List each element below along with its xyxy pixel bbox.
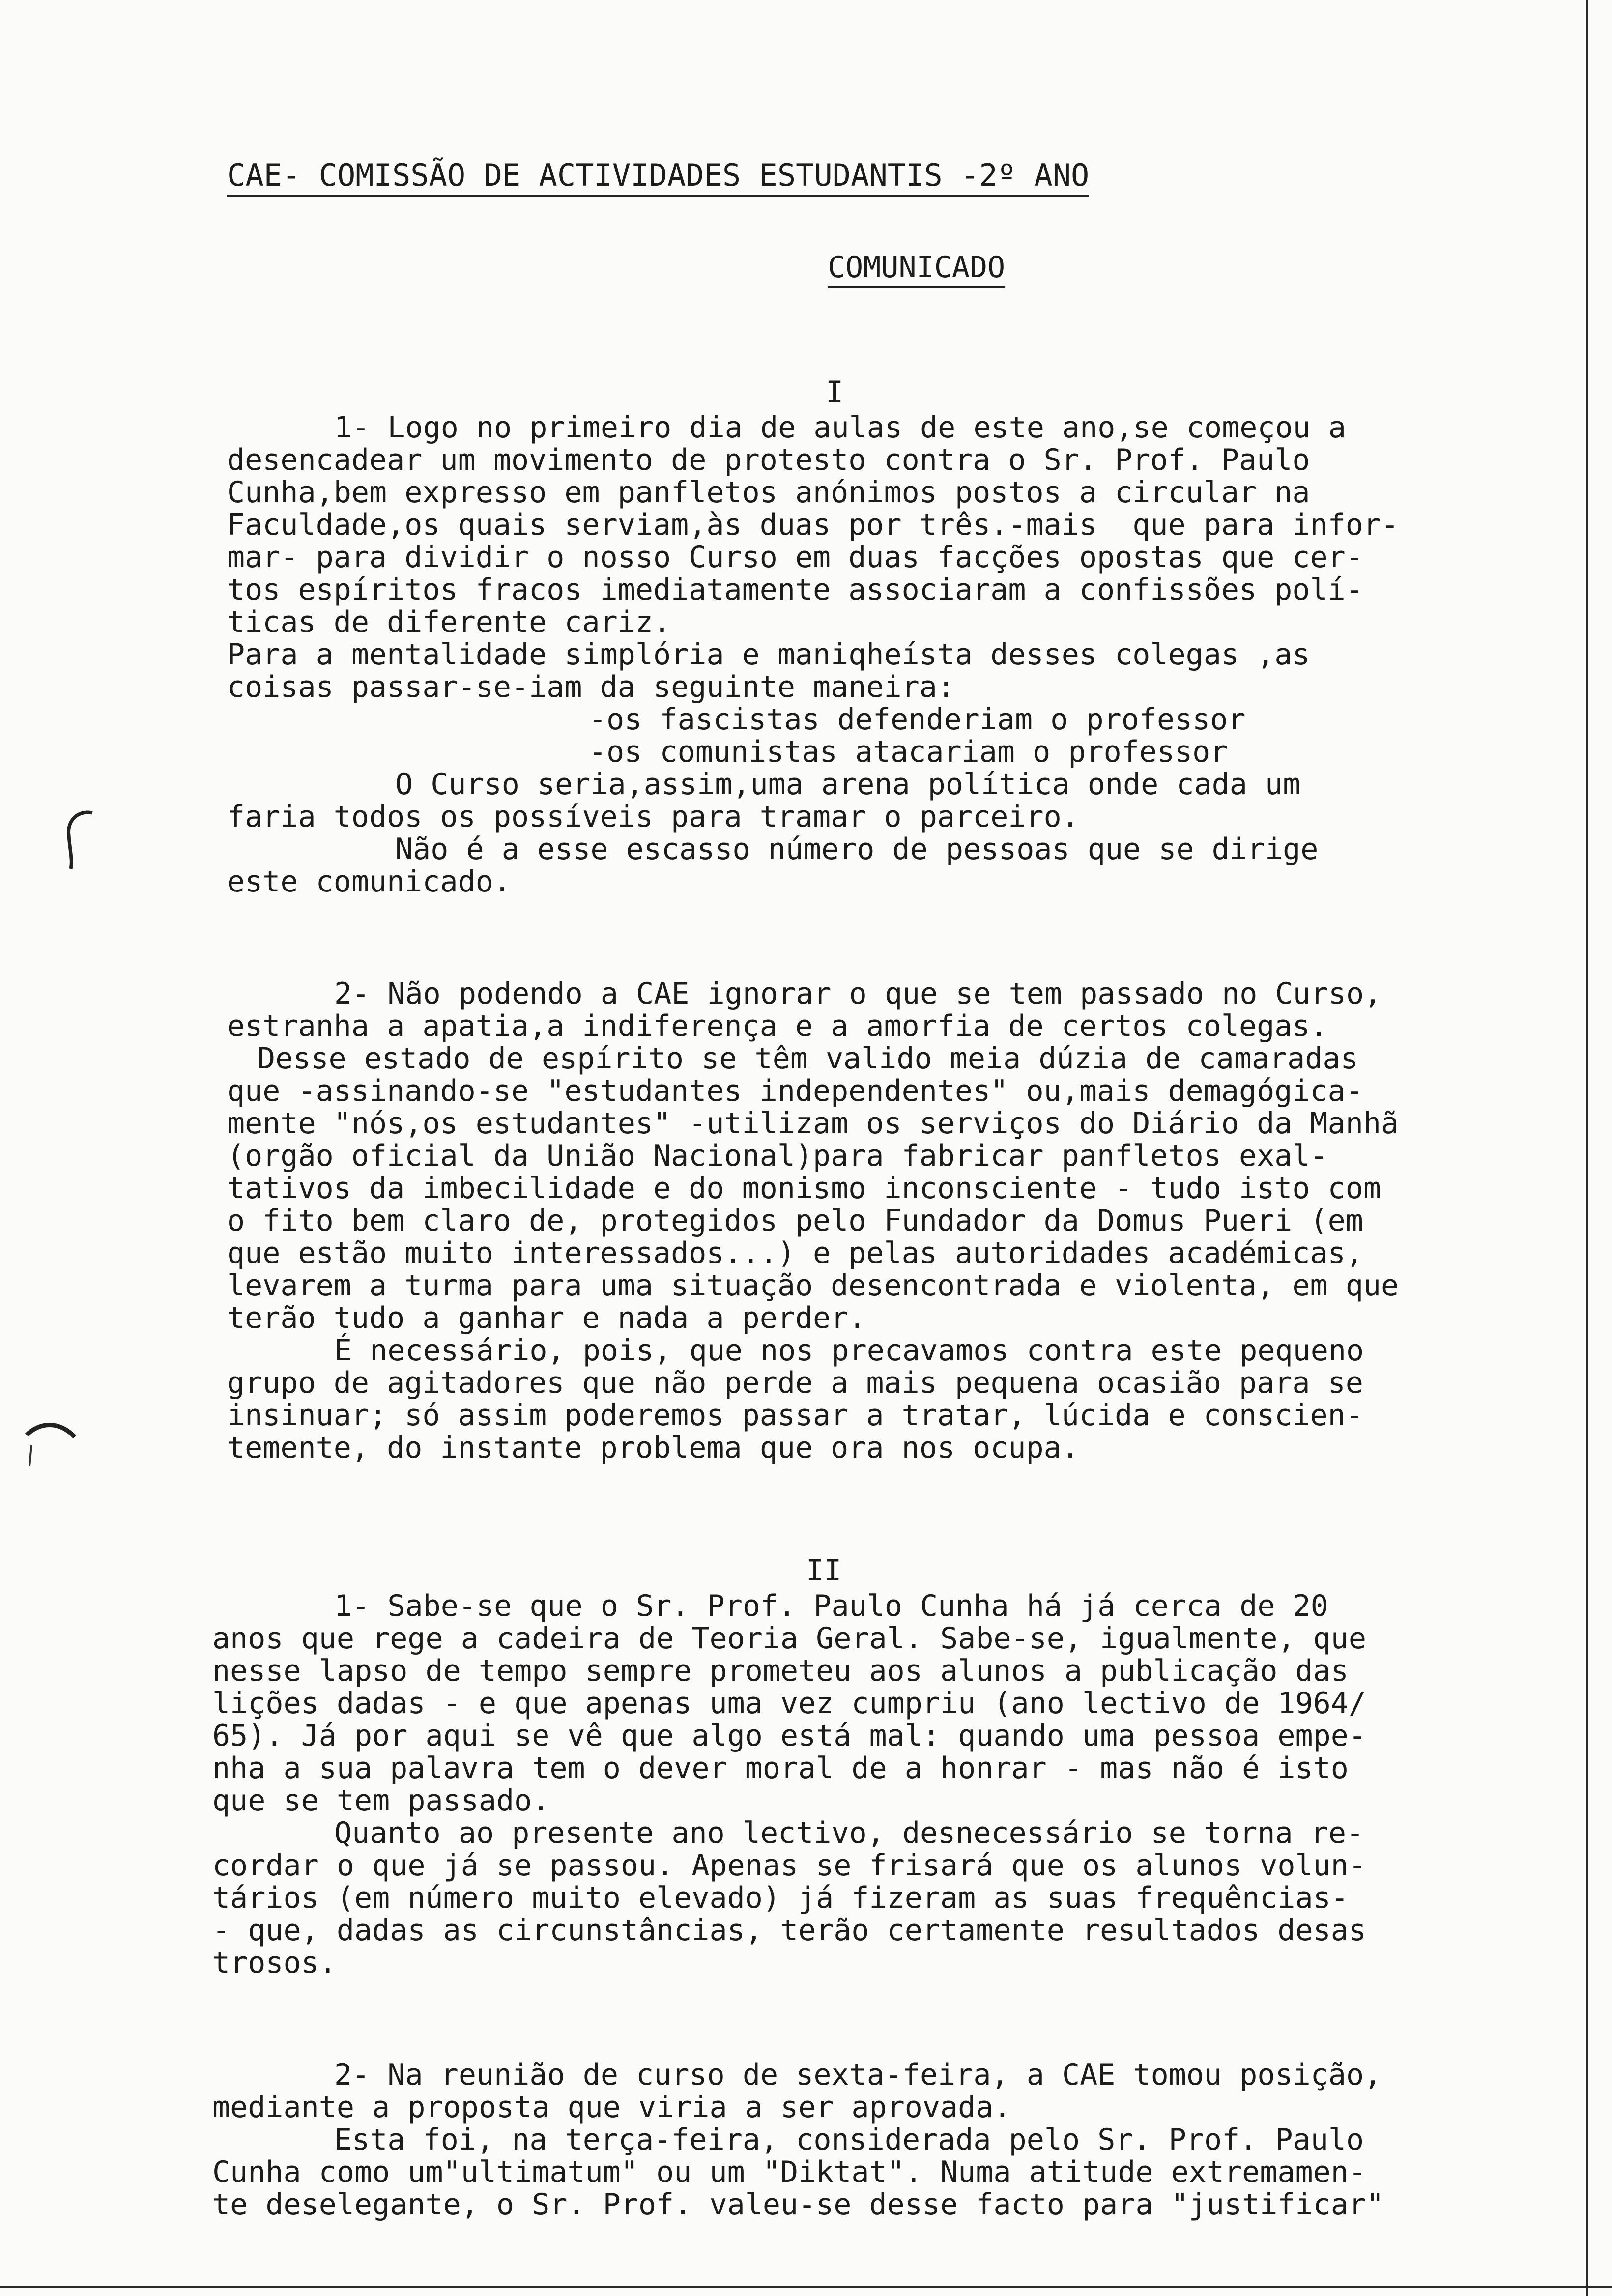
paragraph-line: mente "nós,os estudantes" -utilizam os serviços do Diário da Manhã	[227, 1106, 1399, 1141]
paragraph-line: te deselegante, o Sr. Prof. valeu-se desse facto para "justificar"	[212, 2187, 1384, 2222]
paragraph-line: O Curso seria,assim,uma arena política onde cada um	[395, 767, 1301, 802]
document-header: CAE- COMISSÃO DE ACTIVIDADES ESTUDANTIS -2º ANO	[227, 158, 1089, 197]
page-bottom-line	[0, 2286, 1612, 2288]
paragraph-line: estranha a apatia,a indiferença e a amorfia de certos colegas.	[227, 1009, 1328, 1043]
paragraph-line: temente, do instante problema que ora nos ocupa.	[227, 1431, 1079, 1465]
paragraph-line: Para a mentalidade simplória e maniqheísta desses colegas ,as	[227, 637, 1310, 672]
paragraph-line: tários (em número muito elevado) já fizeram as suas frequências-	[212, 1881, 1349, 1915]
paragraph-line: Esta foi, na terça-feira, considerada pelo Sr. Prof. Paulo	[334, 2123, 1364, 2157]
paragraph-line: nha a sua palavra tem o dever moral de a honrar - mas não é isto	[212, 1751, 1349, 1785]
paragraph-line: Cunha como um"ultimatum" ou um "Diktat". Numa atitude extremamen-	[212, 2155, 1366, 2189]
paragraph-line: - que, dadas as circunstâncias, terão certamente resultados desas	[212, 1913, 1366, 1948]
paragraph-line: 2- Na reunião de curso de sexta-feira, a CAE tomou posição,	[334, 2058, 1382, 2092]
paragraph-line: mediante a proposta que viria a ser aprovada.	[212, 2090, 1011, 2124]
list-item: -os comunistas atacariam o professor	[589, 735, 1228, 769]
paragraph-line: insinuar; só assim poderemos passar a tratar, lúcida e conscien-	[227, 1398, 1363, 1433]
paragraph-line: trosos.	[212, 1946, 337, 1980]
section-numeral-2: II	[806, 1553, 842, 1588]
paragraph-line: terão tudo a ganhar e nada a perder.	[227, 1301, 866, 1335]
paragraph-line: 2- Não podendo a CAE ignorar o que se tem passado no Curso,	[334, 976, 1382, 1011]
document-title: COMUNICADO	[828, 251, 1005, 288]
paragraph-line: que -assinando-se "estudantes independentes" ou,mais demagógica-	[227, 1074, 1363, 1108]
paragraph-line: tos espíritos fracos imediatamente associaram a confissões polí-	[227, 573, 1363, 607]
paragraph-line: mar- para dividir o nosso Curso em duas facções opostas que cer-	[227, 540, 1363, 574]
paragraph-line: grupo de agitadores que não perde a mais pequena ocasião para se	[227, 1366, 1363, 1400]
paragraph-line: 65). Já por aqui se vê que algo está mal: quando uma pessoa empe-	[212, 1719, 1366, 1753]
paragraph-line: que se tem passado.	[212, 1783, 550, 1818]
paragraph-line: desencadear um movimento de protesto contra o Sr. Prof. Paulo	[227, 443, 1310, 477]
paragraph-line: É necessário, pois, que nos precavamos contra este pequeno	[334, 1333, 1364, 1368]
punch-hole-mark-bottom	[20, 1415, 84, 1469]
list-item: -os fascistas defenderiam o professor	[589, 702, 1246, 737]
paragraph-line: coisas passar-se-iam da seguinte maneira:	[227, 670, 955, 704]
paragraph-line: lições dadas - e que apenas uma vez cumpriu (ano lectivo de 1964/	[212, 1686, 1366, 1721]
paragraph-line: Quanto ao presente ano lectivo, desnecessário se torna re-	[334, 1816, 1364, 1850]
paragraph-line: 1- Logo no primeiro dia de aulas de este ano,se começou a	[334, 410, 1347, 445]
paragraph-line: (orgão oficial da União Nacional)para fabricar panfletos exal-	[227, 1139, 1328, 1173]
paragraph-line: Desse estado de espírito se têm valido meia dúzia de camaradas	[258, 1041, 1358, 1076]
paragraph-line: tativos da imbecilidade e do monismo inconsciente - tudo isto com	[227, 1171, 1381, 1205]
paragraph-line: este comunicado.	[227, 864, 511, 899]
paragraph-line: Não é a esse escasso número de pessoas que se dirige	[395, 832, 1319, 866]
section-numeral-1: I	[826, 375, 844, 409]
paragraph-line: Cunha,bem expresso em panfletos anónimos postos a circular na	[227, 475, 1310, 510]
paragraph-line: o fito bem claro de, protegidos pelo Fundador da Domus Pueri (em	[227, 1204, 1363, 1238]
page-edge-line	[1586, 0, 1588, 2296]
paragraph-line: anos que rege a cadeira de Teoria Geral. Sabe-se, igualmente, que	[212, 1621, 1366, 1656]
paragraph-line: Faculdade,os quais serviam,às duas por três.-mais que para infor-	[227, 508, 1399, 542]
paragraph-line: que estão muito interessados...) e pelas autoridades académicas,	[227, 1236, 1363, 1270]
paragraph-line: 1- Sabe-se que o Sr. Prof. Paulo Cunha há já cerca de 20	[334, 1589, 1328, 1623]
paragraph-line: ticas de diferente cariz.	[227, 605, 671, 639]
paragraph-line: faria todos os possíveis para tramar o parceiro.	[227, 800, 1079, 834]
paragraph-line: nesse lapso de tempo sempre prometeu aos alunos a publicação das	[212, 1654, 1349, 1688]
punch-hole-mark-top	[58, 806, 112, 875]
paragraph-line: levarem a turma para uma situação desencontrada e violenta, em que	[227, 1268, 1399, 1303]
paragraph-line: cordar o que já se passou. Apenas se frisará que os alunos volun-	[212, 1848, 1366, 1883]
